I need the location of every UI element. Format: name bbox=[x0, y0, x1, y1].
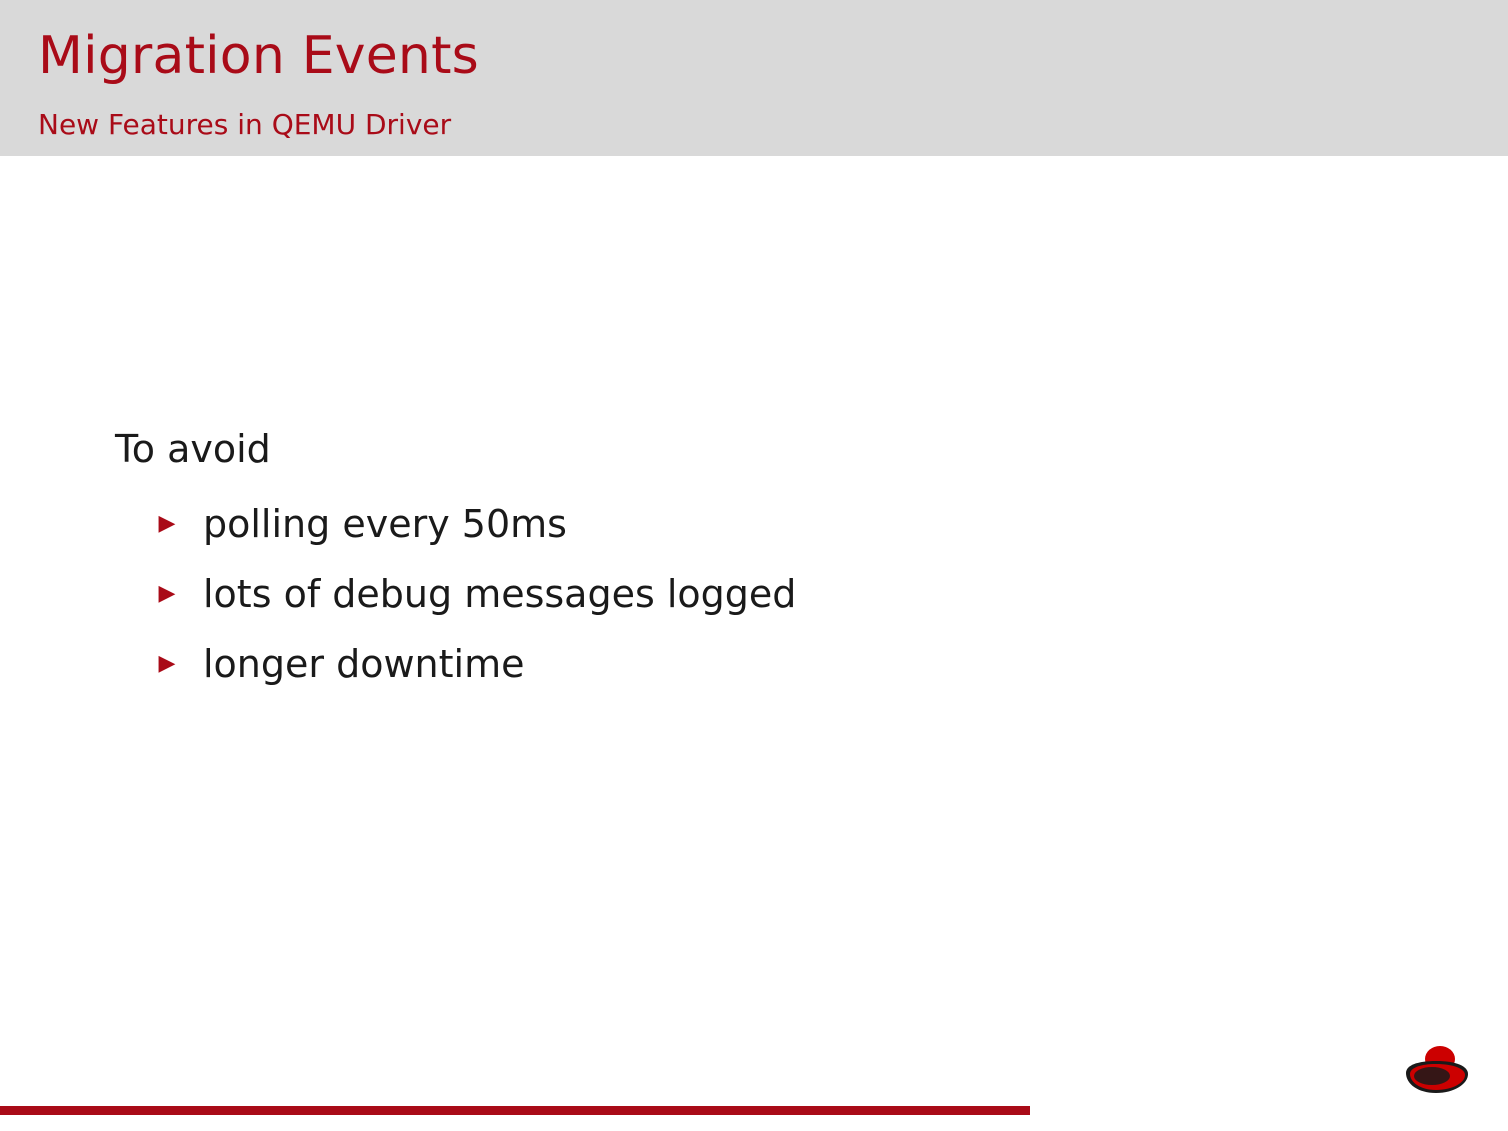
slide-header bbox=[0, 0, 1508, 156]
page-subtitle: New Features in QEMU Driver bbox=[38, 108, 452, 141]
intro-text: To avoid bbox=[115, 427, 271, 471]
red-hat-logo bbox=[1402, 1043, 1472, 1105]
list-item-label: lots of debug messages logged bbox=[203, 572, 797, 616]
triangle-right-icon: ▶ bbox=[158, 651, 176, 676]
list-item bbox=[155, 501, 1255, 547]
list-item bbox=[155, 571, 1255, 617]
triangle-right-icon: ▶ bbox=[158, 511, 176, 536]
list-item-label: longer downtime bbox=[203, 642, 525, 686]
footer-rule bbox=[0, 1106, 1030, 1115]
list-item-label: polling every 50ms bbox=[203, 502, 567, 546]
bullet-list bbox=[155, 501, 1255, 711]
page-title: Migration Events bbox=[38, 26, 479, 86]
list-item bbox=[155, 641, 1255, 687]
triangle-right-icon: ▶ bbox=[158, 581, 176, 606]
slide-body bbox=[0, 156, 1508, 1096]
